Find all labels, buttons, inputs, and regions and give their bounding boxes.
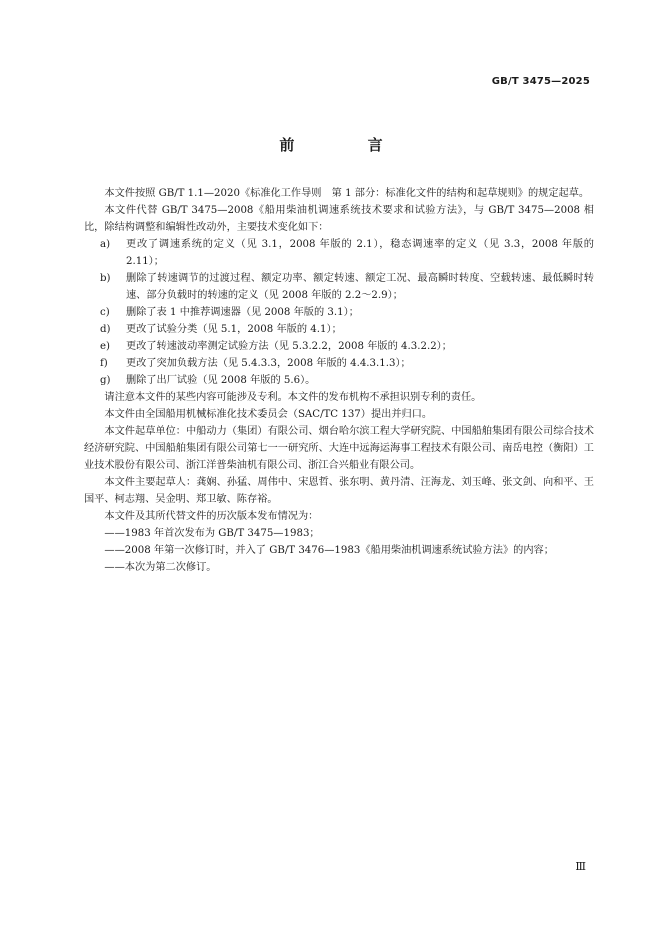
list-item bbox=[84, 338, 594, 355]
standard-code: GB/T 3475—2025 bbox=[491, 76, 590, 87]
history-item: ——本次为第二次修订。 bbox=[104, 562, 217, 573]
list-item-label: d) bbox=[100, 324, 111, 335]
foreword-body bbox=[84, 185, 594, 576]
paragraph-proposer: 本文件由全国船用机械标准化技术委员会（SAC/TC 137）提出并归口。 bbox=[104, 409, 433, 420]
paragraph-drafting-rules: 本文件按照 GB/T 1.1—2020《标准化工作导则 第 1 部分：标准化文件的结构和起草规则》的规定起草。 bbox=[104, 188, 590, 199]
history-item: ——2008 年第一次修订时，并入了 GB/T 3476—1983《船用柴油机调速系统试验方法》的内容； bbox=[104, 545, 554, 556]
list-item bbox=[84, 236, 594, 270]
paragraph-drafters: 本文件主要起草人：龚娴、孙猛、周伟中、宋恩哲、张东明、黄丹清、汪海龙、刘玉峰、张文剑、向和平、王国平、柯志翔、吴金明、郑卫敏、陈存裕。 bbox=[84, 477, 594, 505]
list-item-text: 更改了突加负载方法（见 5.4.3.3，2008 年版的 4.4.3.1.3）； bbox=[126, 358, 411, 369]
list-item-text: 更改了调速系统的定义（见 3.1，2008 年版的 2.1），稳态调速率的定义（见 3.3，2008 年版的 2.11）； bbox=[126, 239, 594, 267]
paragraph-history-intro: 本文件及其所代替文件的历次版本发布情况为： bbox=[104, 511, 319, 522]
list-item-text: 删除了出厂试验（见 2008 年版的 5.6）。 bbox=[126, 375, 316, 386]
list-item-text: 更改了转速波动率测定试验方法（见 5.3.2.2，2008 年版的 4.3.2.2）； bbox=[126, 341, 452, 352]
list-item bbox=[84, 304, 594, 321]
list-item-label: g) bbox=[100, 375, 111, 386]
list-item bbox=[84, 372, 594, 389]
list-item-text: 删除了表 1 中推荐调速器（见 2008 年版的 3.1）； bbox=[126, 307, 359, 318]
list-item-text: 删除了转速调节的过渡过程、额定功率、额定转速、额定工况、最高瞬时转度、空载转速、最低瞬时转速、部分负载时的转速的定义（见 2008 年版的 2.2～2.9）； bbox=[126, 273, 594, 301]
history-item: ——1983 年首次发布为 GB/T 3475—1983； bbox=[104, 528, 320, 539]
changes-list bbox=[84, 236, 594, 389]
paragraph-patent-notice: 请注意本文件的某些内容可能涉及专利。本文件的发布机构不承担识别专利的责任。 bbox=[104, 392, 482, 403]
list-item bbox=[84, 270, 594, 304]
list-item-label: a) bbox=[100, 239, 111, 250]
list-item-label: e) bbox=[100, 341, 111, 352]
list-item-label: b) bbox=[100, 273, 111, 284]
history-list bbox=[84, 525, 594, 576]
list-item bbox=[84, 321, 594, 338]
list-item-label: c) bbox=[100, 307, 110, 318]
list-item-label: f) bbox=[100, 358, 108, 369]
page-number: Ⅲ bbox=[575, 860, 586, 873]
list-item bbox=[84, 355, 594, 372]
list-item-text: 更改了试验分类（见 5.1，2008 年版的 4.1）； bbox=[126, 324, 342, 335]
paragraph-replacement: 本文件代替 GB/T 3475—2008《船用柴油机调速系统技术要求和试验方法》，与 GB/T 3475—2008 相比，除结构调整和编辑性改动外，主要技术变化如下： bbox=[84, 205, 594, 233]
paragraph-drafting-units: 本文件起草单位：中船动力（集团）有限公司、烟台哈尔滨工程大学研究院、中国船舶集团有限公司综合技术经济研究院、中国船舶集团有限公司第七一一研究所、大连中远海运海事工程技术有限公司、南岳电控（衡阳）工业技术股份有限公司、浙江洋普柴油机有限公司、浙江合兴船业有限公司。 bbox=[84, 426, 594, 471]
page-title: 前 言 bbox=[279, 136, 417, 154]
